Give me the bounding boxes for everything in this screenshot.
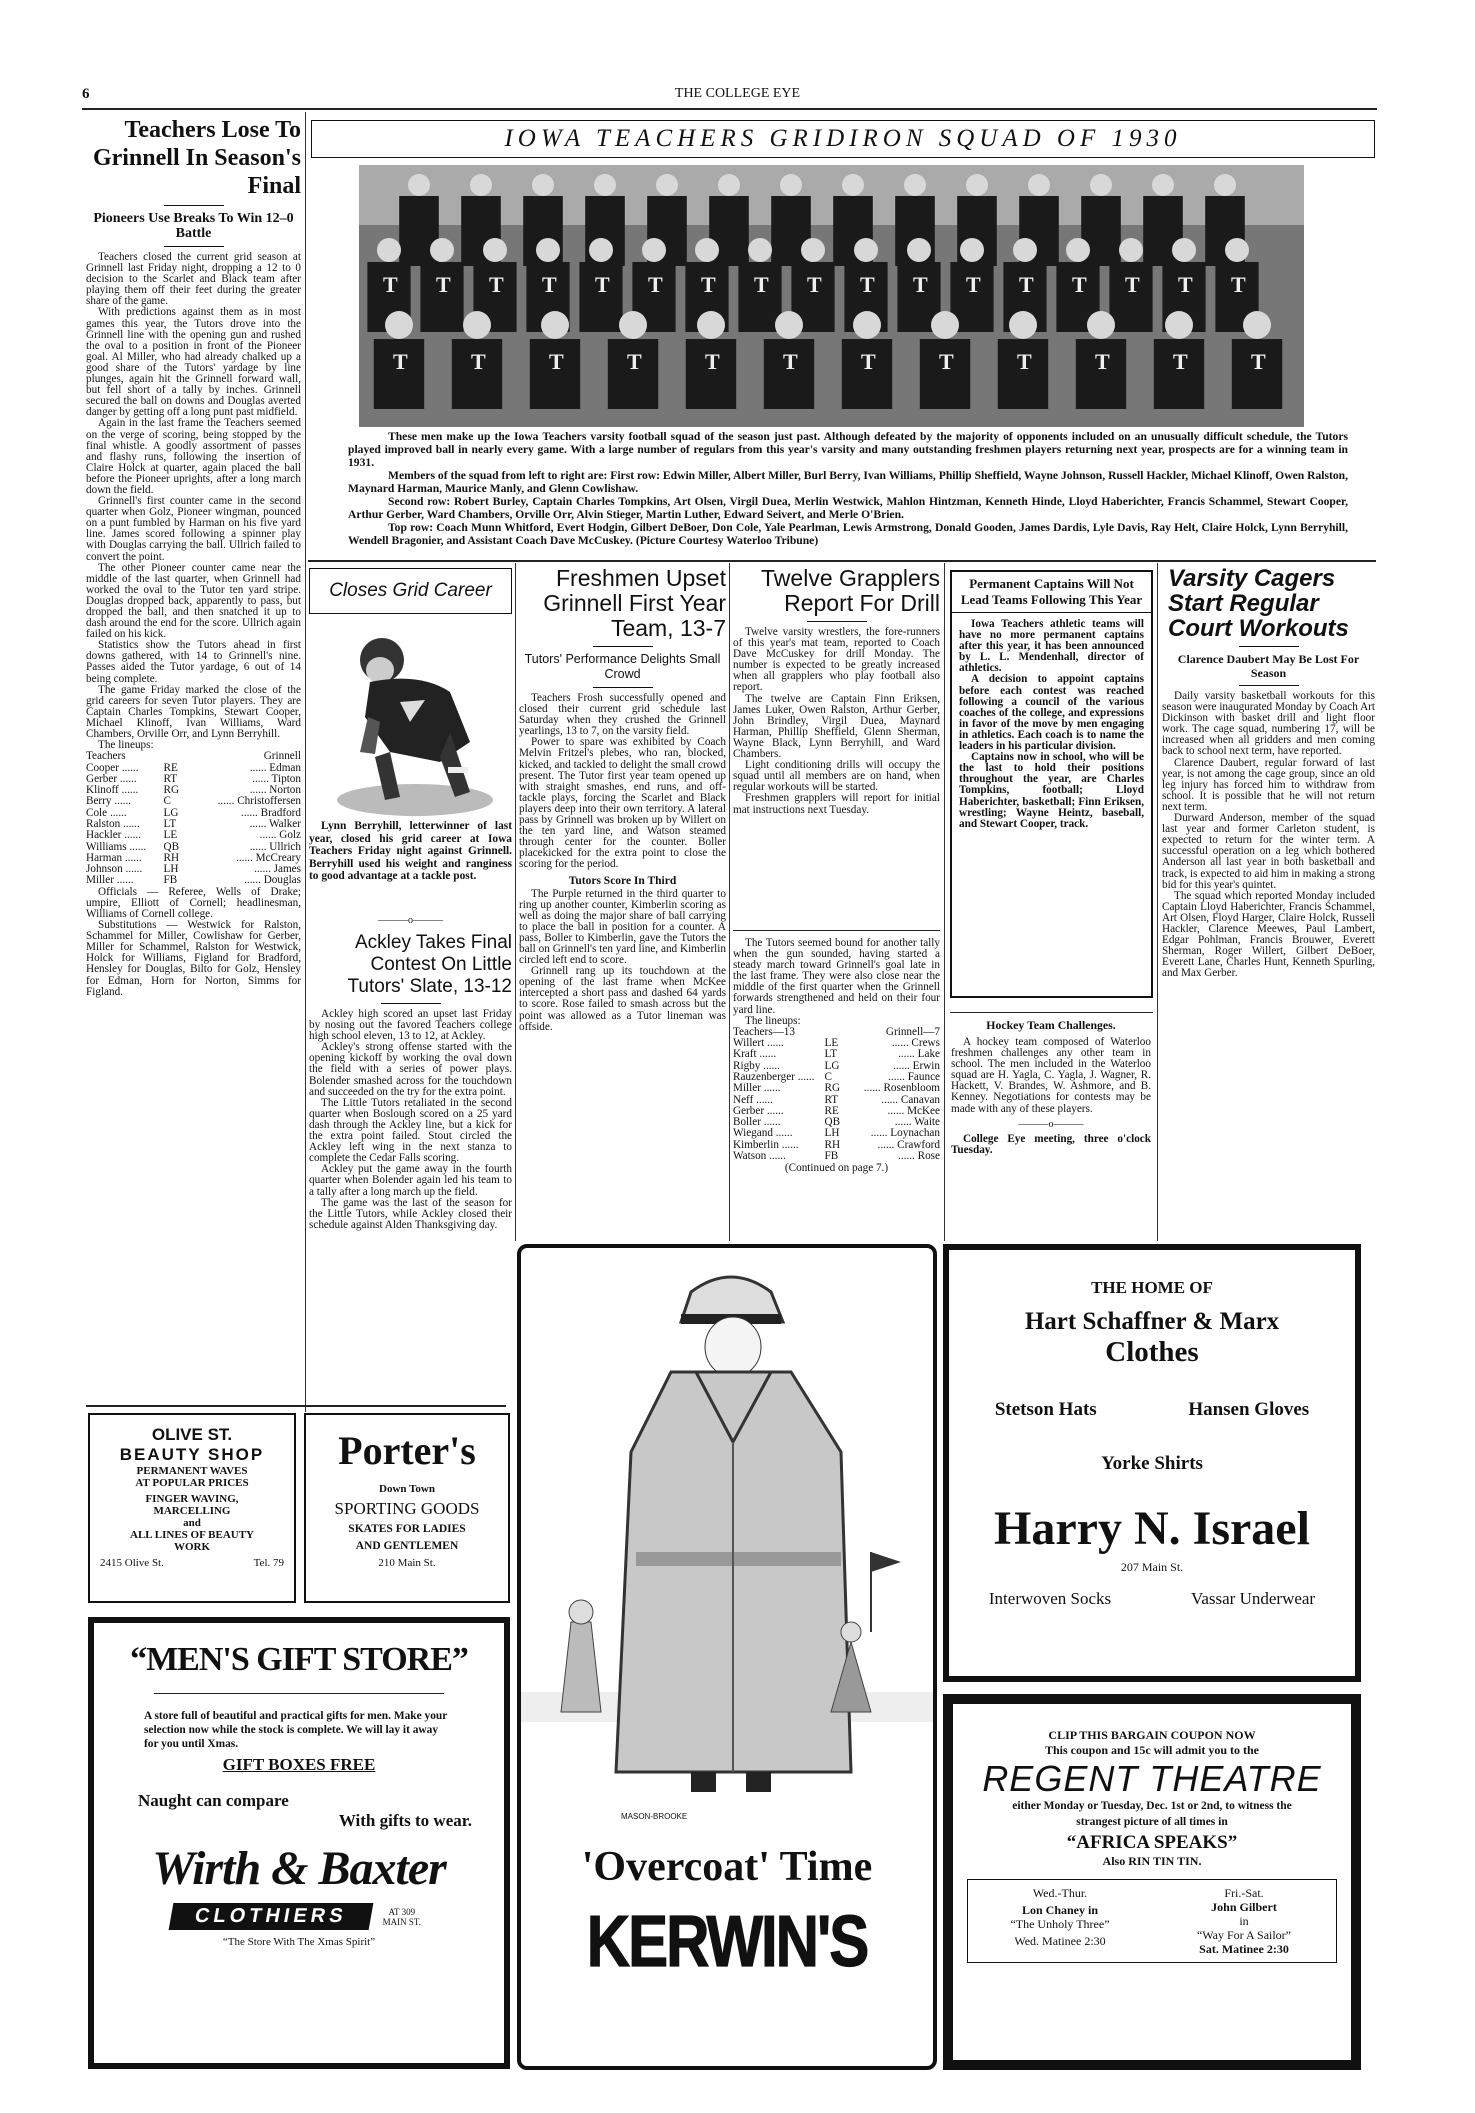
lineup-player-a: Gerber bbox=[86, 772, 118, 785]
listing-in: in bbox=[1239, 1914, 1249, 1928]
grapplers-article bbox=[733, 566, 940, 926]
lineup-player-a: Berry bbox=[86, 795, 112, 808]
lineup-player-b: Crews bbox=[911, 1037, 940, 1050]
cagers-paragraphs bbox=[1162, 691, 1375, 979]
regent-line: CLIP THIS BARGAIN COUPON NOW bbox=[1048, 1728, 1256, 1742]
grapplers-headline: Twelve Grapplers Report For Drill bbox=[761, 566, 940, 616]
porters-line: SKATES FOR LADIES bbox=[348, 1523, 466, 1535]
israel-item: Stetson Hats bbox=[994, 1399, 1097, 1420]
porters-address: 210 Main St. bbox=[378, 1557, 436, 1569]
lead-headline: Teachers Lose To Grinnell In Season's Final bbox=[92, 117, 301, 199]
berryhill-caption: Lynn Berryhill, letterwinner of last year, closed his grid career at Iowa Teachers Friday night against Grinnell. Berryhill used his weight and ranginess to good advantage at a tackle post. bbox=[309, 820, 512, 882]
hockey-article: Hockey Team Challenges. A hockey team composed of Waterloo freshmen challenges any other team in school. The men included in the Waterloo squad are H. Yagla, C. Yagla, J. Wagner, R. Hackett, V. Brandes, W. Ashmore, and B. Kenney. Negotiations for contests may be made with any of these players. ———o——— College Eye meeting, three o'clock Tuesday. bbox=[951, 1018, 1151, 1156]
lineup-row: Miller ...... RG ...... Rosenbloom bbox=[733, 1082, 940, 1095]
olive-ad-line: MARCELLING bbox=[153, 1505, 231, 1517]
israel-line: Clothes bbox=[1105, 1336, 1199, 1368]
lineup-position: FB bbox=[824, 1150, 839, 1163]
lineup-row: Rigby ...... LG ...... Erwin bbox=[733, 1059, 940, 1072]
regent-theatre-name: REGENT THEATRE bbox=[982, 1758, 1322, 1799]
listing-days: Fri.-Sat. bbox=[1224, 1886, 1264, 1900]
lineup-row: Gerber ...... RT ...... Tipton bbox=[86, 772, 301, 785]
lineup-row: Berry ...... C ...... Christoffersen bbox=[86, 795, 301, 808]
wirth-baxter-ad bbox=[88, 1617, 510, 2069]
porters-line: Down Town bbox=[379, 1483, 435, 1495]
lineup-row: Klinoff ...... RG ...... Norton bbox=[86, 784, 301, 797]
regent-line: Also RIN TIN TIN. bbox=[1102, 1854, 1202, 1868]
lineup-position: QB bbox=[824, 1116, 841, 1129]
wirth-text: A store full of beautiful and practical gifts for men. Make your selection now while the stock is complete. We will lay it away for you until Xmas. bbox=[144, 1710, 448, 1750]
ornament-divider: ———o——— bbox=[378, 915, 443, 926]
regent-feature-film: “AFRICA SPEAKS” bbox=[1066, 1832, 1238, 1853]
wirth-address: AT 309 MAIN ST. bbox=[382, 1906, 421, 1927]
israel-item: Hansen Gloves bbox=[1188, 1399, 1310, 1420]
lineup-position: RT bbox=[163, 772, 178, 785]
lineup-player-a: Hackler bbox=[86, 829, 122, 842]
listing-days: Wed.-Thur. bbox=[1032, 1886, 1088, 1900]
lineup-row: Johnson ...... LH ...... James bbox=[86, 863, 301, 876]
lineup-row: Ralston ...... LT ...... Walker bbox=[86, 818, 301, 830]
svg-text:T: T bbox=[913, 272, 928, 297]
lineup-team-a: Teachers bbox=[86, 750, 126, 763]
israel-item: Yorke Shirts bbox=[1101, 1453, 1203, 1474]
freshmen-paragraph: Teachers Frosh successfully opened and closed their current grid schedule last Saturday when they crushed the Grinnell yearlings, 13 to 7, on the varsity field. bbox=[519, 692, 726, 738]
lineup-player-b: Norton bbox=[269, 784, 301, 797]
israel-item: Interwoven Socks bbox=[988, 1589, 1112, 1608]
berryhill-photo bbox=[330, 622, 500, 818]
lineup-position: LH bbox=[824, 1127, 840, 1140]
cagers-paragraph: Clarence Daubert, regular forward of last year, is not among the cage group, since an old leg injury has forced him to withdraw from school. It is possible that he will not return next term. bbox=[1162, 756, 1375, 813]
freshmen-subhead: Tutors' Performance Delights Small Crowd bbox=[524, 652, 721, 681]
freshmen-continuation-paragraph: The Tutors seemed bound for another tally when the gun sounded, having started a steady march toward Grinnell's goal late in the last frame. They were also close near the middle of the first quarter when the Grinnell forwards strengthened and held on their four yard line. bbox=[733, 938, 940, 1016]
kerwins-logo: KERWIN'S bbox=[586, 1901, 868, 1982]
olive-ad-line: ALL LINES OF BEAUTY bbox=[130, 1529, 254, 1541]
squad-photo bbox=[359, 165, 1304, 427]
lineup-player-a: Ralston bbox=[86, 818, 121, 830]
cagers-paragraph: Daily varsity basketball workouts for this season were inaugurated Monday by Coach Art Dickinson with basket drill and light floor work. The cage squad, numbering 17, will be increased when all gridders and men coming back to school next term, have reported. bbox=[1162, 690, 1375, 758]
hockey-paragraph: A hockey team composed of Waterloo freshmen challenges any other team in school. The men included in the Waterloo squad are H. Yagla, C. Yagla, J. Wagner, R. Hackett, V. Brandes, W. Ashmore, and B. Kenney. Negotiations for contests may be made with any of these players. bbox=[951, 1036, 1151, 1115]
lineup-player-b: Golz bbox=[279, 829, 301, 842]
ackley-paragraph: Ackley put the game away in the fourth quarter when Bolender again led his team to a tally after a long march up the field. bbox=[309, 1163, 512, 1198]
grapplers-paragraph: The twelve are Captain Finn Eriksen, James Luker, Owen Ralston, Arthur Gerber, John Brindley, Virgil Duea, Maynard Harman, Phillip Sheffield, Glenn Sherman, Wayne Black, Lynn Berryhill, and Ward Chambers. bbox=[733, 692, 940, 761]
freshmen-continuation-paragraph: The lineups: bbox=[745, 1014, 801, 1027]
lineup-player-a: Kimberlin bbox=[733, 1138, 779, 1151]
israel-store-name: Harry N. Israel bbox=[994, 1502, 1310, 1555]
harry-n-israel-ad bbox=[943, 1244, 1361, 1682]
listing-film: “Way For A Sailor” bbox=[1196, 1928, 1292, 1942]
lineup-player-a: Rauzenberger bbox=[733, 1070, 795, 1083]
lineup-position: RE bbox=[824, 1104, 839, 1117]
lineup-player-a: Harman bbox=[86, 851, 123, 864]
cagers-article bbox=[1162, 566, 1375, 1238]
lineup-position: LG bbox=[824, 1059, 840, 1072]
lineup-player-b: McKee bbox=[907, 1104, 940, 1117]
svg-text:T: T bbox=[939, 349, 954, 374]
ackley-article bbox=[309, 932, 512, 1392]
israel-address: 207 Main St. bbox=[1120, 1560, 1184, 1574]
cagers-headline: Varsity Cagers Start Regular Court Workouts bbox=[1168, 566, 1349, 642]
lineup-player-b: Rose bbox=[917, 1150, 940, 1163]
lineup-player-a: Kraft bbox=[733, 1048, 757, 1061]
listing-star: John Gilbert bbox=[1211, 1900, 1277, 1914]
lineup-player-b: Crawford bbox=[897, 1138, 940, 1151]
freshmen-continuation bbox=[733, 938, 940, 1238]
olive-ad-name: BEAUTY SHOP bbox=[119, 1445, 265, 1464]
ackley-headline: Ackley Takes Final Contest On Little Tutors' Slate, 13-12 bbox=[347, 932, 512, 997]
svg-text:T: T bbox=[393, 349, 408, 374]
olive-ad-address: 2415 Olive St. bbox=[100, 1557, 164, 1569]
lead-lineup-table bbox=[86, 751, 301, 887]
header-rule bbox=[82, 108, 1377, 110]
captains-box bbox=[950, 570, 1153, 998]
lineup-player-b: Tipton bbox=[271, 772, 301, 785]
lineup-position: LE bbox=[163, 829, 178, 842]
porters-ad bbox=[304, 1413, 510, 1603]
lineup-row: Gerber ...... RE ...... McKee bbox=[733, 1104, 940, 1117]
svg-text:T: T bbox=[701, 272, 716, 297]
svg-text:T: T bbox=[966, 272, 981, 297]
svg-text:T: T bbox=[1125, 272, 1140, 297]
olive-ad-line: AT POPULAR PRICES bbox=[135, 1477, 249, 1489]
porters-name: Porter's bbox=[338, 1428, 476, 1473]
wirth-gift-boxes: GIFT BOXES FREE bbox=[222, 1755, 376, 1774]
freshmen-section-head: Tutors Score In Third bbox=[568, 874, 677, 887]
lineup-row: Rauzenberger ...... C ...... Faunce bbox=[733, 1070, 940, 1083]
lineup-player-a: Cole bbox=[86, 806, 108, 819]
olive-ad-line: FINGER WAVING, bbox=[145, 1493, 239, 1505]
ackley-paragraph: Ackley high scored an upset last Friday by nosing out the favored Teachers college high school eleven, 13 to 12, at Ackley. bbox=[309, 1008, 512, 1043]
wirth-clothiers-banner: CLOTHIERS bbox=[169, 1903, 373, 1930]
lineup-row: Kraft ...... LT ...... Lake bbox=[733, 1048, 940, 1061]
lineup-position: LH bbox=[163, 863, 179, 876]
wirth-slogan: “The Store With The Xmas Spirit” bbox=[222, 1936, 376, 1948]
squad-title-box bbox=[311, 120, 1375, 158]
lineup-player-b: McCreary bbox=[255, 851, 301, 864]
svg-text:T: T bbox=[1231, 272, 1246, 297]
captains-paragraph: Captains now in school, who will be the last to hold their positions throughout the year, are Charles Tompkins, football; Lloyd Haberichter, basketball; Finn Eriksen, wrestling; Wayne Heintz, baseball, and Stewart Cooper, track. bbox=[959, 751, 1144, 830]
lineup-player-a: Boller bbox=[733, 1116, 761, 1129]
lineup-player-b: Ullrich bbox=[269, 840, 301, 853]
regent-theatre-coupon-ad bbox=[943, 1694, 1361, 2070]
lineup-row: Kimberlin ...... RH ...... Crawford bbox=[733, 1138, 940, 1151]
regent-line: either Monday or Tuesday, Dec. 1st or 2nd, to witness the bbox=[1012, 1800, 1292, 1812]
lineup-player-a: Gerber bbox=[733, 1104, 765, 1117]
porters-line: AND GENTLEMEN bbox=[355, 1540, 459, 1552]
squad-caption bbox=[348, 430, 1348, 547]
svg-text:T: T bbox=[648, 272, 663, 297]
regent-fri-sat-listing bbox=[1152, 1886, 1336, 1956]
lineup-player-b: Rosenbloom bbox=[883, 1082, 940, 1095]
lead-paragraph: The other Pioneer counter came near the middle of the last quarter, when Grinnell had worked the oval to the Tutor ten yard stripe. Douglas dropped back, apparently to pass, but dropped the ball, and then snatched it up to dash around the end for the score. Ullrich again failed on his kick. bbox=[86, 561, 301, 641]
lead-paragraph: Teachers closed the current grid season at Grinnell last Friday night, dropping a 12 to 0 decision to the Scarlet and Black team after playing them off their feet during the greater share of the game. bbox=[86, 251, 301, 308]
squad-caption-top-row: Top row: Coach Munn Whitford, Evert Hodgin, Gilbert DeBoer, Don Cole, Yale Pearlman, Lewis Armstrong, Donald Gooden, James Dardis, Lyle Davis, Ray Helt, Claire Holck, Lynn Berryhill, Wendell Bragonier, and Assistant Coach Dave McCuskey. (Picture Courtesy Waterloo Tribune) bbox=[348, 521, 1348, 547]
ackley-paragraphs bbox=[309, 1009, 512, 1231]
lineup-player-b: Canavan bbox=[900, 1093, 940, 1106]
captains-paragraph: Iowa Teachers athletic teams will have no more permanent captains after this year, it has been announced by L. L. Mendenhall, director of athletics. bbox=[959, 618, 1144, 675]
svg-text:T: T bbox=[1173, 349, 1188, 374]
listing-film: “The Unholy Three” bbox=[1010, 1917, 1110, 1931]
lineup-player-b: Erwin bbox=[912, 1059, 940, 1072]
lineup-player-b: James bbox=[273, 863, 301, 876]
listing-matinee: Sat. Matinee 2:30 bbox=[1199, 1942, 1289, 1956]
lineup-team-b: Grinnell—7 bbox=[885, 1025, 940, 1038]
freshmen-continuation-paragraphs bbox=[733, 938, 940, 1027]
olive-ad-phone: Tel. 79 bbox=[253, 1557, 284, 1569]
freshmen-lineup-table bbox=[733, 1027, 940, 1163]
svg-text:T: T bbox=[860, 272, 875, 297]
ackley-paragraph: Ackley's strong offense started with the opening kickoff by working the oval down the field with a series of power plays. Bolender smashed across for the touchdown and succeeded on the try for the extra point. bbox=[309, 1041, 512, 1098]
svg-text:T: T bbox=[1178, 272, 1193, 297]
svg-text:T: T bbox=[383, 272, 398, 297]
lineup-player-a: Johnson bbox=[86, 863, 123, 876]
hockey-headline: Hockey Team Challenges. bbox=[986, 1018, 1116, 1032]
olive-ad-line: PERMANENT WAVES bbox=[136, 1465, 248, 1477]
olive-ad-line: WORK bbox=[173, 1541, 211, 1553]
cagers-paragraph: Durward Anderson, member of the squad last year and former Carleton student, is expected to return for the winter term. A successful operation on a leg which bothered Anderson all last year in both basketball and track, is expected to aid him in making a strong bid for this year's quintet. bbox=[1162, 812, 1375, 891]
lineup-position: RG bbox=[824, 1082, 841, 1095]
lineup-player-b: Edman bbox=[269, 761, 301, 774]
lineup-row: Cole ...... LG ...... Bradford bbox=[86, 806, 301, 819]
grapplers-paragraphs bbox=[733, 627, 940, 816]
meeting-notice: College Eye meeting, three o'clock Tuesday. bbox=[951, 1132, 1151, 1156]
lead-paragraph: With predictions against them as in most games this year, the Tutors drove into the Grinnell line with the opening gun and rushed the oval to a position in front of the Pioneer goal. Al Miller, who had already chalked up a good share of the Tutors' yardage by line plunges, again hit the Grinnell forward wall, but fell short of a tally by inches. Grinnell secured the ball on downs and Douglas averted danger by getting off a long punt past midfield. bbox=[86, 306, 301, 419]
svg-text:T: T bbox=[807, 272, 822, 297]
freshmen-paragraph: Power to spare was exhibited by Coach Melvin Fritzel's plebes, who ran, blocked, kicked, and tackled to delight the small crowd present. The Tutor first year team opened up with straight smashes, end runs, and off-tackle plays, forcing the Scarlet and Black players deep into their own territory. A lateral pass by Grinnell was broken up by Willert on the ten yard line, and Watson steamed through center for the counter. Boller placekicked for the extra point to close the scoring for the period. bbox=[519, 736, 726, 871]
lineup-row: Boller ...... QB ...... Waite bbox=[733, 1116, 940, 1129]
svg-text:T: T bbox=[542, 272, 557, 297]
hockey-paragraphs bbox=[951, 1037, 1151, 1115]
lead-paragraph: Grinnell's first counter came in the second quarter when Golz, Pioneer wingman, pounced on a punt fumbled by Harman on his five yard line. James scored following a spinner play with Douglas carrying the ball. Ullrich failed to convert the point. bbox=[86, 495, 301, 563]
lineup-team-a: Teachers—13 bbox=[733, 1025, 795, 1038]
lineup-player-a: Willert bbox=[733, 1037, 765, 1050]
lineup-position: LT bbox=[163, 818, 177, 830]
lineup-position: FB bbox=[163, 874, 178, 887]
olive-beauty-shop-ad bbox=[88, 1413, 296, 1603]
lineup-row: Cooper ...... RE ...... Edman bbox=[86, 761, 301, 774]
squad-title: IOWA TEACHERS GRIDIRON SQUAD OF 1930 bbox=[504, 125, 1182, 152]
olive-ad-line: OLIVE ST. bbox=[151, 1425, 233, 1444]
kerwins-overcoat-ad bbox=[517, 1244, 937, 2070]
cagers-paragraph: The squad which reported Monday included Captain Lloyd Haberichter, Francis Schammel, Art Olsen, Floyd Harger, Claire Holck, Russell Hackler, Clarence Meewes, Paul Lambert, Edgar Pohlman, Francis Brouwer, Everett Sherman, Roger Willert, Gilbert DeBoer, Everett Lane, Charles Hunt, Kenneth Spurling, and Max Gerber. bbox=[1162, 889, 1375, 980]
porters-line: SPORTING GOODS bbox=[334, 1499, 480, 1518]
squad-caption-first-row: Members of the squad from left to right are: First row: Edwin Miller, Albert Miller, Burl Berry, Ivan Williams, Phillip Sheffield, Wayne Johnson, Russell Hackler, Michael Klinoff, Owen Ralston, Maynard Harman, Maurice Manly, and Glenn Cowlishaw. bbox=[348, 469, 1348, 495]
lineup-row: Harman ...... RH ...... McCreary bbox=[86, 851, 301, 864]
lineup-player-b: Waite bbox=[914, 1116, 940, 1129]
svg-text:T: T bbox=[1251, 349, 1266, 374]
freshmen-article bbox=[519, 566, 726, 1238]
lineup-player-a: Williams bbox=[86, 840, 127, 853]
svg-text:T: T bbox=[783, 349, 798, 374]
lead-officials-paragraphs bbox=[86, 887, 301, 998]
svg-text:T: T bbox=[489, 272, 504, 297]
lineup-player-b: Bradford bbox=[260, 806, 301, 819]
lineup-row: Wiegand ...... LH ...... Loynachan bbox=[733, 1127, 940, 1140]
overcoat-illustration bbox=[521, 1252, 933, 1812]
lineup-team-b: Grinnell bbox=[263, 750, 301, 763]
lineup-position: QB bbox=[163, 840, 180, 853]
page-number: 6 bbox=[82, 86, 90, 102]
lineup-position: C bbox=[824, 1070, 832, 1083]
lineup-player-b: Lake bbox=[917, 1048, 940, 1061]
grapplers-paragraph: Freshmen grapplers will report for initial mat instructions next Tuesday. bbox=[733, 792, 940, 816]
lineup-player-a: Watson bbox=[733, 1150, 767, 1163]
lineup-player-a: Neff bbox=[733, 1093, 754, 1106]
closes-grid-career-box bbox=[309, 568, 512, 614]
ackley-paragraph: The Little Tutors retaliated in the second quarter when Boslough scored on a 25 yard dash through the Ackley line, but a kick for the extra point failed. Stout circled the Ackley left wing in the next stanza to complete the Cedar Falls scoring. bbox=[309, 1096, 512, 1165]
freshmen-paragraph: The Purple returned in the third quarter to ring up another counter, Kimberlin scoring as well as doing the major share of ball carrying to place the ball in position for a counter. A pass, Boller to Kimberlin, gave the Tutors the ball on Grinnell's ten yard line, and Kimberlin circled left end to score. bbox=[519, 887, 726, 967]
regent-line: strangest picture of all times in bbox=[1076, 1816, 1228, 1828]
captains-headline: Permanent Captains Will Not Lead Teams Following This Year bbox=[952, 576, 1151, 613]
lineup-position: LE bbox=[824, 1037, 839, 1050]
lineup-player-b: Douglas bbox=[263, 874, 301, 887]
lineup-row: Willert ...... LE ...... Crews bbox=[733, 1037, 940, 1050]
olive-ad-line: and bbox=[183, 1517, 201, 1529]
lineup-position: LG bbox=[163, 806, 179, 819]
lineup-position: LT bbox=[824, 1048, 838, 1061]
svg-text:T: T bbox=[705, 349, 720, 374]
lead-officials-paragraph: Officials — Referee, Wells of Drake; umpire, Elliott of Cornell; headlinesman, Williams of Cornell college. bbox=[86, 885, 301, 920]
wirth-line: With gifts to wear. bbox=[338, 1811, 472, 1830]
lead-article bbox=[86, 116, 301, 1406]
lineup-row: Miller ...... FB ...... Douglas bbox=[86, 874, 301, 887]
lineup-player-a: Miller bbox=[733, 1082, 761, 1095]
lineup-position: RE bbox=[163, 761, 178, 774]
wirth-line: Naught can compare bbox=[138, 1791, 289, 1810]
lineup-player-a: Klinoff bbox=[86, 784, 119, 797]
captains-paragraphs bbox=[959, 619, 1144, 830]
lead-subhead: Pioneers Use Breaks To Win 12–0 Battle bbox=[93, 211, 294, 241]
svg-text:T: T bbox=[754, 272, 769, 297]
lead-paragraph: The game Friday marked the close of the grid careers for seven Tutor players. They are Captain Charles Tompkins, Stewart Cooper, Michael Klinoff, Ivan Williams, Ward Chambers, Orville Orr, and Lynn Berryhill. bbox=[86, 683, 301, 741]
svg-text:T: T bbox=[549, 349, 564, 374]
lead-paragraphs bbox=[86, 252, 301, 751]
lineup-player-b: Walker bbox=[268, 818, 301, 830]
svg-text:T: T bbox=[471, 349, 486, 374]
freshmen-paragraph: Grinnell rang up its touchdown at the opening of the last frame when McKee intercepted a short pass and dashed 64 yards to score. Rose failed to smash across but the point was allowed as a Tutor lineman was offside. bbox=[519, 965, 726, 1033]
lineup-player-b: Faunce bbox=[907, 1070, 940, 1083]
lead-paragraph: Statistics show the Tutors ahead in first downs gathered, with 14 to Grinnell's nine. Passes aided the Tutor yardage, 6 out of 14 being complete. bbox=[86, 639, 301, 685]
lineup-player-a: Cooper bbox=[86, 761, 119, 774]
svg-text:T: T bbox=[1072, 272, 1087, 297]
cagers-subhead: Clarence Daubert May Be Lost For Season bbox=[1177, 652, 1360, 680]
closes-grid-career-title: Closes Grid Career bbox=[329, 580, 492, 601]
lead-officials-paragraph: Substitutions — Westwick for Ralston, Schammel for Miller, Cowlishaw for Gerber, Miller for Schammel, Ralston for Westwick, Holck for Williams, Figland for Bradford, Hensley for Douglas, Bilto for Golz, Hensley for Edman, Horn for Norton, Simms for Figland. bbox=[86, 919, 301, 998]
squad-caption-text: These men make up the Iowa Teachers varsity football squad of the season just past. Although defeated by the majority of opponents included on an unusually difficult schedule, the Tutors played improved ball in nearly every game. With a large number of regulars from this year's varsity and many outstanding freshmen players returning next year, prospects are for a winning team in 1931. bbox=[348, 430, 1348, 469]
israel-item: Vassar Underwear bbox=[1190, 1589, 1316, 1608]
squad-caption-second-row: Second row: Robert Burley, Captain Charles Tompkins, Art Olsen, Virgil Duea, Merlin Westwick, Mahlon Hintzman, Kenneth Hinde, Lloyd Haberichter, Francis Schammel, Stewart Cooper, Arthur Gerber, Ward Chambers, Orville Orr, Alvin Stieger, Martin Luther, Edward Seivert, and Merle O'Brien. bbox=[348, 495, 1348, 521]
kerwins-tagline: 'Overcoat' Time bbox=[581, 1844, 873, 1890]
lineup-player-a: Wiegand bbox=[733, 1127, 773, 1140]
continued-on-page-7-link[interactable]: (Continued on page 7.) bbox=[784, 1162, 889, 1175]
freshmen-paragraphs bbox=[519, 693, 726, 871]
freshmen-paragraphs bbox=[519, 889, 726, 1033]
grapplers-paragraph: Twelve varsity wrestlers, the fore-runners of this year's mat team, reported to Coach Dave McCuskey for drill Monday. The number is expected to be greatly increased when all grapplers who play football also report. bbox=[733, 626, 940, 694]
lineup-player-a: Miller bbox=[86, 874, 114, 887]
lineup-row: Williams ...... QB ...... Ullrich bbox=[86, 840, 301, 853]
israel-brand: Hart Schaffner & Marx bbox=[1024, 1308, 1280, 1335]
svg-text:T: T bbox=[1017, 349, 1032, 374]
svg-text:T: T bbox=[436, 272, 451, 297]
lineup-position: C bbox=[163, 795, 171, 808]
illustration-artist-credit: MASON-BROOKE bbox=[621, 1812, 688, 1821]
svg-text:T: T bbox=[595, 272, 610, 297]
lineup-position: RH bbox=[163, 851, 180, 864]
svg-text:T: T bbox=[627, 349, 642, 374]
grapplers-paragraph: Light conditioning drills will occupy the squad until all members are on hand, when regular workouts will be started. bbox=[733, 759, 940, 794]
svg-text:T: T bbox=[861, 349, 876, 374]
lineup-player-b: Loynachan bbox=[890, 1127, 940, 1140]
israel-line: THE HOME OF bbox=[1091, 1278, 1213, 1297]
listing-star: Lon Chaney in bbox=[1021, 1903, 1099, 1917]
lineup-position: RT bbox=[824, 1093, 839, 1106]
lineup-row: Hackler ...... LE ...... Golz bbox=[86, 829, 301, 842]
regent-wed-thur-listing bbox=[968, 1886, 1152, 1956]
wirth-title: “MEN'S GIFT STORE” bbox=[130, 1641, 468, 1678]
captains-paragraph: A decision to appoint captains before each contest was reached following a council of the various coaches of the college, and expressions in favor of the move by men engaging in athletics. Each coach is to name the leaders in his particular division. bbox=[959, 673, 1144, 753]
lead-paragraph: Again in the last frame the Teachers seemed on the verge of scoring, being stopped by the final whistle. A goodly assortment of passes and flashy runs, following the insertion of Claire Holck at quarter, again placed the ball before the Pioneer uprights, after a long march down the field. bbox=[86, 417, 301, 496]
svg-text:T: T bbox=[1095, 349, 1110, 374]
lineup-position: RH bbox=[824, 1138, 841, 1151]
wirth-baxter-logo: Wirth & Baxter bbox=[152, 1842, 446, 1895]
ackley-paragraph: The game was the last of the season for the Little Tutors, while Ackley closed their schedule against Alden Thanksgiving day. bbox=[309, 1196, 512, 1231]
lineup-row: Neff ...... RT ...... Canavan bbox=[733, 1093, 940, 1106]
paper-name: THE COLLEGE EYE bbox=[674, 86, 801, 101]
freshmen-headline: Freshmen Upset Grinnell First Year Team, 13-7 bbox=[543, 566, 726, 641]
svg-text:T: T bbox=[1019, 272, 1034, 297]
lineup-player-a: Rigby bbox=[733, 1059, 761, 1072]
lineup-player-b: Christoffersen bbox=[237, 795, 301, 808]
listing-matinee: Wed. Matinee 2:30 bbox=[1014, 1934, 1106, 1948]
lineup-position: RG bbox=[163, 784, 180, 797]
lead-paragraph: The lineups: bbox=[98, 739, 154, 752]
regent-line: This coupon and 15c will admit you to the bbox=[1044, 1743, 1260, 1757]
lineup-row: Watson ...... FB ...... Rose bbox=[733, 1150, 940, 1163]
